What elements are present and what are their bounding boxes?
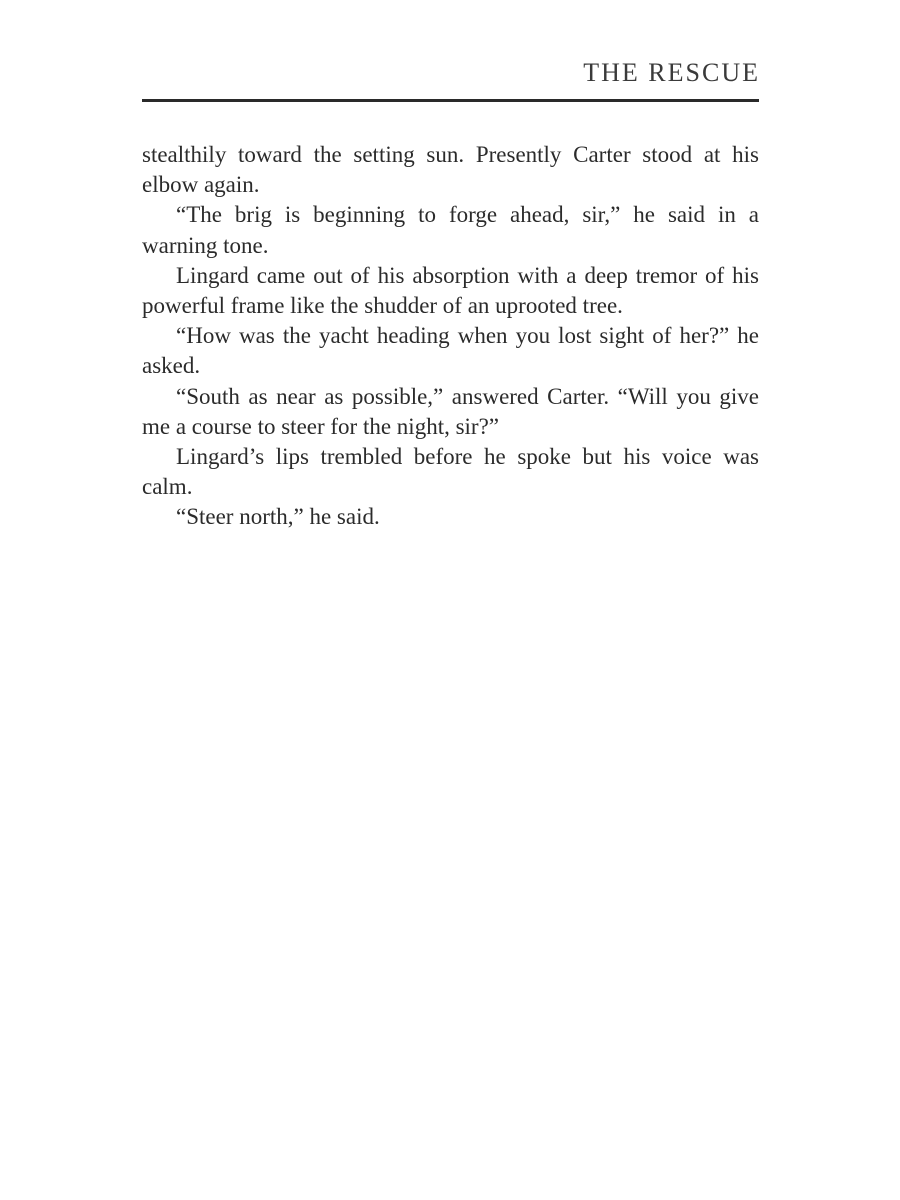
paragraph: “Steer north,” he said.	[176, 504, 380, 530]
header-rule	[142, 99, 759, 102]
paragraph: stealthily toward the setting sun. Presently Carter stood at his elbow again.	[142, 142, 759, 198]
paragraph: Lingard came out of his absorption with a deep tremor of his powerful frame like the shudder of an uprooted tree.	[142, 262, 759, 319]
paragraph: Lingard’s lips trembled before he spoke but his voice was calm.	[142, 444, 759, 500]
running-head-title: THE RESCUE	[583, 58, 760, 87]
paragraph: “How was the yacht heading when you lost sight of her?” he asked.	[142, 323, 759, 379]
paragraph: “South as near as possible,” answered Carter. “Will you give me a course to steer for the night, sir?”	[142, 383, 759, 439]
paragraph: “The brig is beginning to forge ahead, sir,” he said in a warning tone.	[142, 202, 759, 258]
body-text	[142, 140, 759, 533]
